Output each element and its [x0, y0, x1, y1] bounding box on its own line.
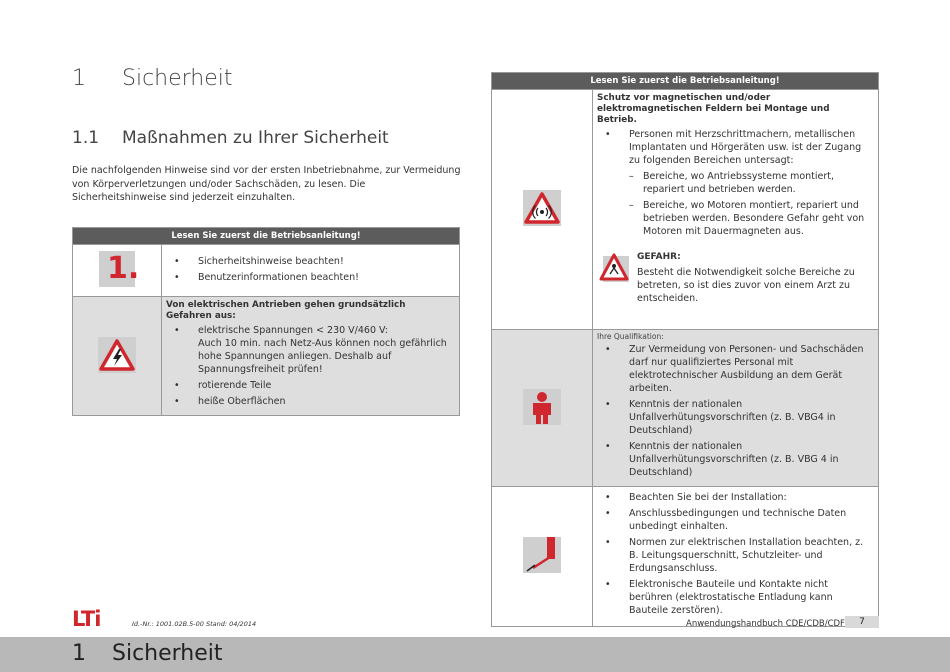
lti-logo	[72, 607, 100, 631]
document-id: Id.-Nr.: 1001.02B.5-00 Stand: 04/2014	[132, 620, 257, 628]
row1-list	[162, 255, 459, 284]
voltage-item-detail: Auch 10 min. nach Netz-Aus können noch gefährlich hohe Spannungen anliegen. Deshalb auf Spannungsfreiheit prüfen!	[198, 338, 447, 375]
qualification-title: Ihre Qualifikation:	[597, 332, 664, 341]
list-item: • Zur Vermeidung von Personen- und Sachschäden darf nur qualifiziertes Personal mit elektrotechnischer Ausbildung an dem Gerät arbeiten.	[593, 343, 878, 395]
section-number: 1.1	[72, 128, 100, 148]
bottom-chapter-number: 1	[72, 641, 86, 666]
read-manual-icon-cell	[73, 245, 162, 297]
section-title: Maßnahmen zu Ihrer Sicherheit	[122, 128, 389, 148]
bottom-chapter-title: Sicherheit	[112, 641, 223, 666]
danger-block	[593, 252, 878, 305]
intro-paragraph: Die nachfolgenden Hinweise sind vor der ersten Inbetriebnahme, zur Vermeidung von Körperverletzungen und/oder Sachschäden, zu lesen. Die Sicherheitshinweise sind jederzeit einzuhalten.	[72, 165, 461, 203]
qualification-icon-cell	[492, 330, 593, 487]
magnetic-field-warning-icon	[523, 190, 561, 226]
manual-title: Anwendungshandbuch CDE/CDB/CDF	[686, 619, 845, 629]
list-item: • Benutzerinformationen beachten!	[162, 271, 459, 284]
magnetic-field-icon-cell	[492, 90, 593, 330]
list-item: • Sicherheitshinweise beachten!	[162, 255, 459, 268]
list-item: • Kenntnis der nationalen Unfallverhütungsvorschriften (z. B. VBG 4 in Deutschland)	[593, 440, 878, 479]
installation-icon-cell	[492, 487, 593, 627]
danger-warning-icon	[599, 252, 629, 282]
list-item: • Beachten Sie bei der Installation:	[593, 491, 878, 504]
voltage-item-text: elektrische Spannungen < 230 V/460 V:	[198, 325, 388, 336]
right-safety-table	[491, 72, 879, 627]
row2-title: Von elektrischen Antrieben gehen grundsätzlich Gefahren aus:	[166, 300, 406, 321]
installation-list	[593, 491, 878, 617]
danger-label: GEFAHR:	[637, 252, 681, 262]
logo-text: LTi	[72, 607, 101, 631]
chapter-number: 1	[72, 66, 86, 91]
list-item: • Elektronische Bauteile und Kontakte nicht berühren (elektrostatische Entladung kann Bauteile zerstören).	[593, 578, 878, 617]
magnetic-dash-list	[593, 170, 878, 238]
dash-item: – Bereiche, wo Motoren montiert, repariert und betrieben werden. Besondere Gefahr geht von Motoren mit Dauermagneten aus.	[593, 199, 878, 238]
high-voltage-warning-icon	[98, 337, 136, 373]
magnetic-list	[593, 128, 878, 167]
list-item: • Normen zur elektrischen Installation beachten, z. B. Leitungsquerschnitt, Schutzleiter- und Erdungsanschluss.	[593, 536, 878, 575]
list-item: • Personen mit Herzschrittmachern, metallischen Implantaten und Hörgeräten usw. ist der Zugang zu folgenden Bereichen untersagt:	[593, 128, 878, 167]
row2-list	[162, 324, 459, 408]
danger-text: Besteht die Notwendigkeit solche Bereiche zu betreten, so ist dies zuvor von einem Arzt zu entscheiden.	[637, 267, 855, 304]
chapter-title: Sicherheit	[122, 66, 233, 91]
bottom-chapter-bar	[0, 637, 950, 672]
step-one-text: 1.	[107, 251, 140, 286]
list-item: • rotierende Teile	[162, 379, 459, 392]
screwdriver-icon	[523, 537, 561, 573]
list-item: • Anschlussbedingungen und technische Daten unbedingt einhalten.	[593, 507, 878, 533]
page-number: 7	[845, 616, 879, 628]
left-safety-table	[72, 227, 460, 416]
right-table-header: Lesen Sie zuerst die Betriebsanleitung!	[492, 73, 879, 90]
high-voltage-icon-cell	[73, 297, 162, 416]
left-table-header: Lesen Sie zuerst die Betriebsanleitung!	[73, 228, 460, 245]
magnetic-title: Schutz vor magnetischen und/oder elektromagnetischen Feldern bei Montage und Betrieb.	[597, 93, 830, 125]
list-item: • heiße Oberflächen	[162, 395, 459, 408]
section-heading	[72, 128, 389, 148]
qualification-list	[593, 343, 878, 479]
qualified-person-icon	[523, 389, 561, 425]
step-one-icon	[99, 251, 140, 287]
bottom-chapter-heading	[72, 641, 223, 666]
list-item	[162, 324, 459, 376]
dash-item: – Bereiche, wo Antriebssysteme montiert, repariert und betrieben werden.	[593, 170, 878, 196]
list-item: • Kenntnis der nationalen Unfallverhütungsvorschriften (z. B. VBG4 in Deutschland)	[593, 398, 878, 437]
chapter-heading	[72, 66, 233, 91]
